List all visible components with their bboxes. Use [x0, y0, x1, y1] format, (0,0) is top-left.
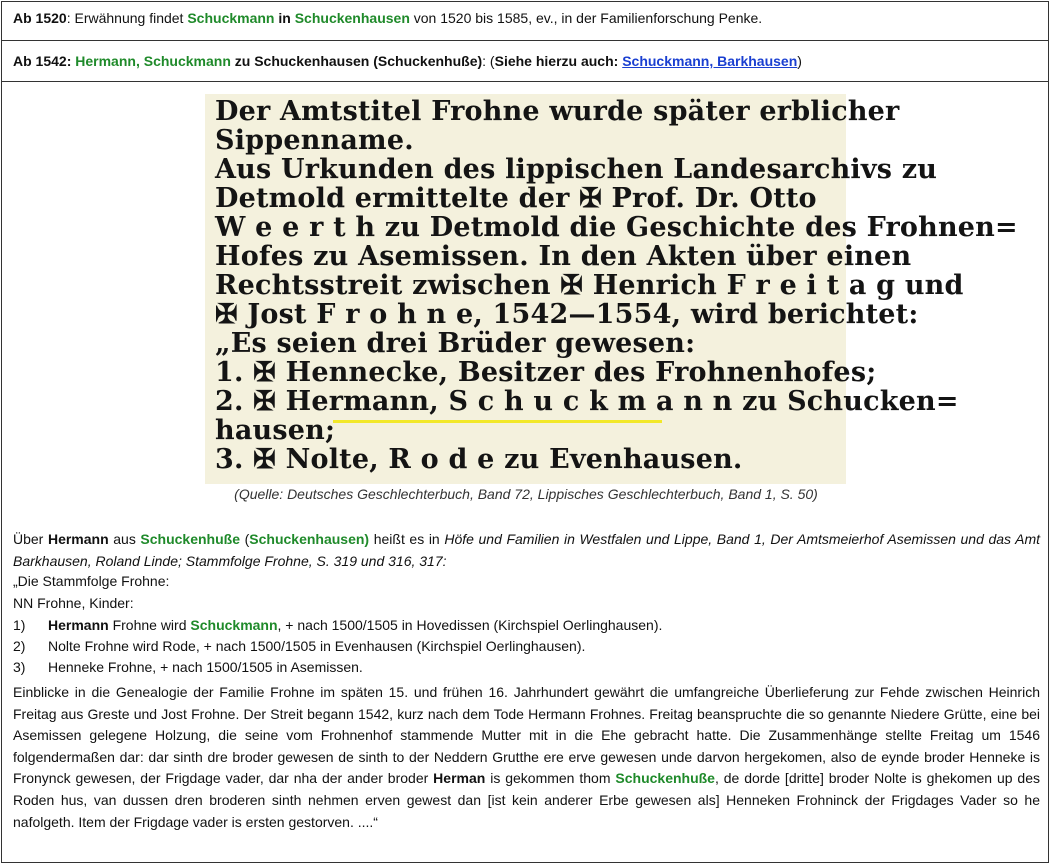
genealogy-paragraph: Einblicke in die Genealogie der Familie Frohne im späten 15. und frühen 16. Jahrhundert gewährt die umfangreiche Überlieferung zur Fehde zwischen Heinrich Freitag aus Greste und Jost Frohne. Der Streit begann 1542, kurz nach dem Tode Hermann Frohnes. Freitag beanspruchte die so genannte Niedere Grütte, eine bei Asemissen gelegene Holzung, die seine vom Frohnenhof stammende Mutter mit in die Ehe gebracht hatte. Die Zusammenhänge stellte Freitag um 1546 folgendermaßen dar: dar sinth dre broder gewesen de sinth to der Neddern Grutthe ere erve gewesen unde darvon hergekomen, also de eynde broder Henneke is Fronynck gewesen, der Frigdage vader, dar nha der ander broder Herman is gekommen thom Schuckenhuße, de dorde [dritte] broder Nolte is ghekomen up des Roden hus, van dussen dren broderen sinth nehmen erven gewest dan [ist kein anderer Erbe gewesen als] Henneken Frohninck der Frigdages Vader so he nafolgeth. Item der Frigdage vader is ersten gestorven. ....“	[13, 684, 1040, 830]
year-label-1542: Ab 1542	[13, 53, 67, 69]
link-schuckmann-barkhausen[interactable]: Schuckmann, Barkhausen	[622, 53, 798, 69]
scan-line: Hofes zu Asemissen. In den Akten über einen	[215, 241, 912, 272]
list-item: 2) Nolte Frohne wird Rode, + nach 1500/1505 in Evenhausen (Kirchspiel Oerlinghausen).	[13, 638, 586, 654]
scan-line: 3. ✠ Nolte, R o d e zu Evenhausen.	[215, 444, 743, 475]
quote-line-stammfolge: „Die Stammfolge Frohne:	[13, 573, 170, 589]
source-caption: (Quelle: Deutsches Geschlechterbuch, Band 72, Lippisches Geschlechterbuch, Band 1, S. 50)	[234, 486, 818, 502]
scan-line: hausen;	[215, 415, 336, 446]
year-label-1520: Ab 1520	[13, 10, 67, 26]
scan-line: Der Amtstitel Frohne wurde später erblicher	[215, 96, 900, 127]
scan-line: Detmold ermittelte der ✠ Prof. Dr. Otto	[215, 183, 817, 214]
row-divider-2	[1, 81, 1049, 82]
list-item: 3) Henneke Frohne, + nach 1500/1505 in Asemissen.	[13, 659, 363, 675]
list-item: 1) Hermann Frohne wird Schuckmann, + nach 1500/1505 in Hovedissen (Kirchspiel Oerlinghausen).	[13, 617, 663, 633]
header-line-1520: Ab 1520: Erwähnung findet Schuckmann in Schuckenhausen von 1520 bis 1585, ev., in der Familienforschung Penke.	[13, 10, 763, 26]
name-hermann: Hermann	[47, 531, 109, 547]
intro-paragraph: Über Hermann aus Schuckenhuße (Schuckenhausen) heißt es in Höfe und Familien in Westfalen und Lippe, Band 1, Der Amtsmeierhof Asemissen und das Amt Barkhausen, Roland Linde; Stammfolge Frohne, S. 319 und 316, 317:	[13, 531, 1040, 569]
place-schuckenhusse-2: Schuckenhuße	[615, 770, 715, 787]
place-schuckenhusse: Schuckenhuße	[140, 531, 241, 547]
place-schuckenhausen: Schuckenhausen	[294, 10, 410, 26]
scan-line: W e e r t h zu Detmold die Geschichte des Frohnen=	[215, 212, 1018, 243]
row-divider-1	[1, 40, 1049, 41]
scan-line: 2. ✠ Hermann, S c h u c k m a n n zu Schucken=	[215, 386, 959, 417]
name-herman: Herman	[433, 770, 486, 787]
scan-line: ✠ Jost F r o h n e, 1542—1554, wird berichtet:	[215, 299, 919, 330]
name-hermann-schuckmann: Hermann, Schuckmann	[75, 53, 231, 69]
scan-line: „Es seien drei Brüder gewesen:	[215, 328, 696, 359]
place-schuckenhausen-2: Schuckenhausen)	[249, 531, 370, 547]
scanned-excerpt	[205, 94, 1018, 484]
quote-line-kinder: NN Frohne, Kinder:	[13, 595, 134, 611]
highlight-underline	[333, 420, 662, 423]
name-schuckmann: Schuckmann	[187, 10, 275, 26]
scan-line: Rechtsstreit zwischen ✠ Henrich F r e i t a g und	[215, 270, 964, 301]
book-reference: Höfe und Familien in Westfalen und Lippe, Band 1, Der Amtsmeierhof Asemissen und das Amt Barkhausen, Roland Linde; Stammfolge Frohne, S. 319 und 316, 317:	[13, 531, 1040, 569]
scan-line: Sippenname.	[215, 125, 414, 156]
scan-line: 1. ✠ Hennecke, Besitzer des Frohnenhofes;	[215, 357, 877, 388]
header-line-1542: Ab 1542: Hermann, Schuckmann zu Schuckenhausen (Schuckenhuße): (Siehe hierzu auch: Schuckmann, Barkhausen)	[13, 53, 802, 69]
scan-line: Aus Urkunden des lippischen Landesarchivs zu	[215, 154, 938, 185]
children-list	[13, 617, 662, 680]
